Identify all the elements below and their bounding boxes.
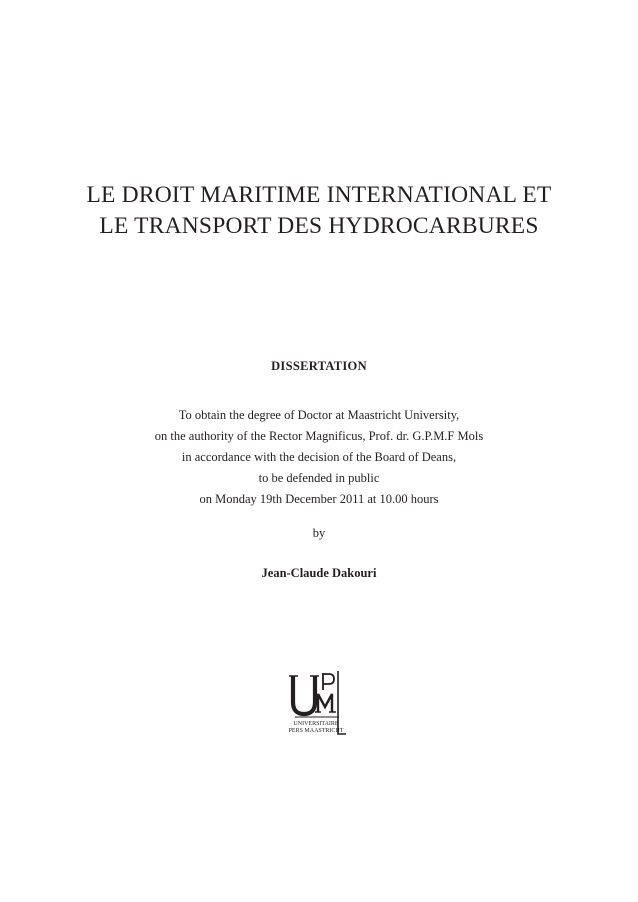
publisher-logo xyxy=(287,668,353,746)
publisher-logo-mark xyxy=(287,668,353,746)
thesis-title xyxy=(0,180,638,242)
author-name: Jean-Claude Dakouri xyxy=(261,566,377,580)
degree-statement-line: in accordance with the decision of the Board of Deans, xyxy=(181,450,457,464)
logo-text-line-2: PERS MAASTRICHT xyxy=(288,728,344,734)
dissertation-heading: DISSERTATION xyxy=(271,359,367,373)
by-label: by xyxy=(312,526,326,540)
degree-statement-line: to be defended in public xyxy=(258,471,380,485)
thesis-title-line-2: LE TRANSPORT DES HYDROCARBURES xyxy=(99,213,539,239)
logo-text-line-1: UNIVERSITAIRE xyxy=(293,721,339,727)
degree-statement-line: on the authority of the Rector Magnificus, Prof. dr. G.P.M.F Mols xyxy=(154,429,484,443)
degree-statement-line: on Monday 19th December 2011 at 10.00 hours xyxy=(199,492,439,506)
degree-statement-line: To obtain the degree of Doctor at Maastricht University, xyxy=(178,408,460,422)
degree-statement xyxy=(0,405,638,510)
thesis-title-line-1: LE DROIT MARITIME INTERNATIONAL ET xyxy=(86,182,552,208)
